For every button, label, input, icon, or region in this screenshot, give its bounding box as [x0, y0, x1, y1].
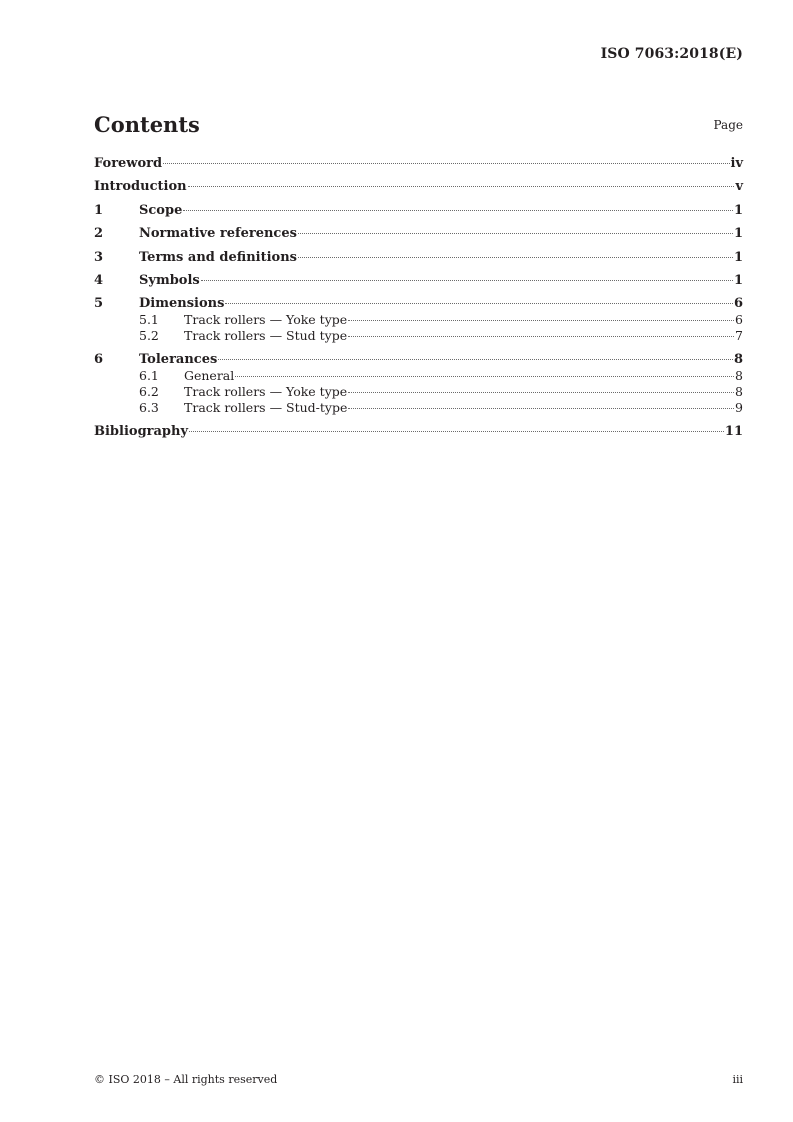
toc-entry-number: 5.2	[139, 328, 159, 344]
toc-entry-label: Track rollers — Yoke type	[184, 312, 348, 328]
dot-leader	[183, 210, 733, 211]
toc-entry-number: 6	[94, 352, 104, 368]
toc-entry-label: Normative references	[139, 226, 297, 242]
toc-entry-label: Track rollers — Yoke type	[184, 384, 348, 400]
dot-leader	[348, 320, 734, 321]
toc-entry-page: 1	[733, 202, 743, 218]
toc-subentry-yoke-type-tolerances[interactable]	[94, 384, 743, 400]
toc-entry-number: 5	[94, 296, 104, 312]
toc-entry-dimensions[interactable]	[94, 295, 743, 312]
toc-entry-page: v	[735, 179, 743, 195]
toc-entry-page: 1	[733, 272, 743, 288]
toc-entry-number: 2	[94, 226, 104, 242]
copyright-notice: © ISO 2018 – All rights reserved	[94, 1073, 278, 1086]
toc-entry-number: 6.3	[139, 400, 159, 416]
toc-entry-normative-references[interactable]	[94, 225, 743, 242]
toc-entry-number: 5.1	[139, 312, 159, 328]
toc-entry-page: 6	[735, 312, 743, 328]
page-number: iii	[732, 1073, 743, 1086]
toc-subentry-general[interactable]	[94, 368, 743, 384]
toc-entry-label: Dimensions	[139, 296, 225, 312]
contents-title: Contents	[94, 112, 200, 137]
toc-entry-page: 8	[735, 384, 743, 400]
toc-entry-label: Track rollers — Stud type	[184, 328, 348, 344]
toc-entry-label: Terms and definitions	[139, 249, 297, 265]
toc-entry-page: 1	[733, 249, 743, 265]
toc-entry-page: 1	[733, 226, 743, 242]
toc-subentry-stud-type[interactable]	[94, 328, 743, 344]
toc-entry-number: 6.2	[139, 384, 159, 400]
dot-leader	[163, 163, 729, 164]
dot-leader	[298, 233, 733, 234]
toc-entry-label: Foreword	[94, 156, 163, 171]
toc-entry-page: 7	[735, 328, 743, 344]
toc-subentry-yoke-type[interactable]	[94, 312, 743, 328]
toc-entry-label: Symbols	[139, 272, 200, 288]
dot-leader	[235, 376, 734, 377]
page-column-label: Page	[713, 118, 743, 132]
toc-entry-label: Tolerances	[139, 352, 218, 368]
toc-entry-foreword[interactable]	[94, 155, 743, 172]
dot-leader	[348, 392, 734, 393]
toc-subentry-stud-type-tolerances[interactable]	[94, 400, 743, 416]
toc-entry-label: Track rollers — Stud-type	[184, 400, 348, 416]
toc-entry-page: 8	[735, 368, 743, 384]
dot-leader	[225, 303, 733, 304]
toc-entry-page: 9	[735, 400, 743, 416]
toc-entry-page: 8	[733, 352, 743, 368]
toc-entry-scope[interactable]	[94, 202, 743, 219]
toc-entry-number: 4	[94, 272, 104, 288]
dot-leader	[201, 280, 733, 281]
dot-leader	[348, 336, 734, 337]
toc-entry-number: 1	[94, 202, 104, 218]
toc-entry-page: iv	[730, 156, 743, 171]
toc-entry-page: 6	[733, 296, 743, 312]
dot-leader	[188, 186, 735, 187]
toc-entry-label: Scope	[139, 202, 183, 218]
toc-entry-page: 11	[724, 424, 743, 440]
toc-entry-tolerances[interactable]	[94, 351, 743, 368]
toc-entry-number: 6.1	[139, 368, 159, 384]
toc-entry-symbols[interactable]	[94, 272, 743, 289]
toc-entry-label: General	[184, 368, 235, 384]
toc-entry-number: 3	[94, 249, 104, 265]
toc-entry-label: Bibliography	[94, 424, 189, 440]
toc-entry-bibliography[interactable]	[94, 423, 743, 440]
toc-entry-introduction[interactable]	[94, 178, 743, 195]
toc-entry-terms-and-definitions[interactable]	[94, 249, 743, 266]
document-id: ISO 7063:2018(E)	[600, 46, 743, 62]
toc-entry-label: Introduction	[94, 179, 187, 195]
dot-leader	[218, 359, 733, 360]
dot-leader	[348, 408, 734, 409]
table-of-contents	[94, 155, 743, 447]
dot-leader	[298, 257, 733, 258]
dot-leader	[189, 431, 724, 432]
